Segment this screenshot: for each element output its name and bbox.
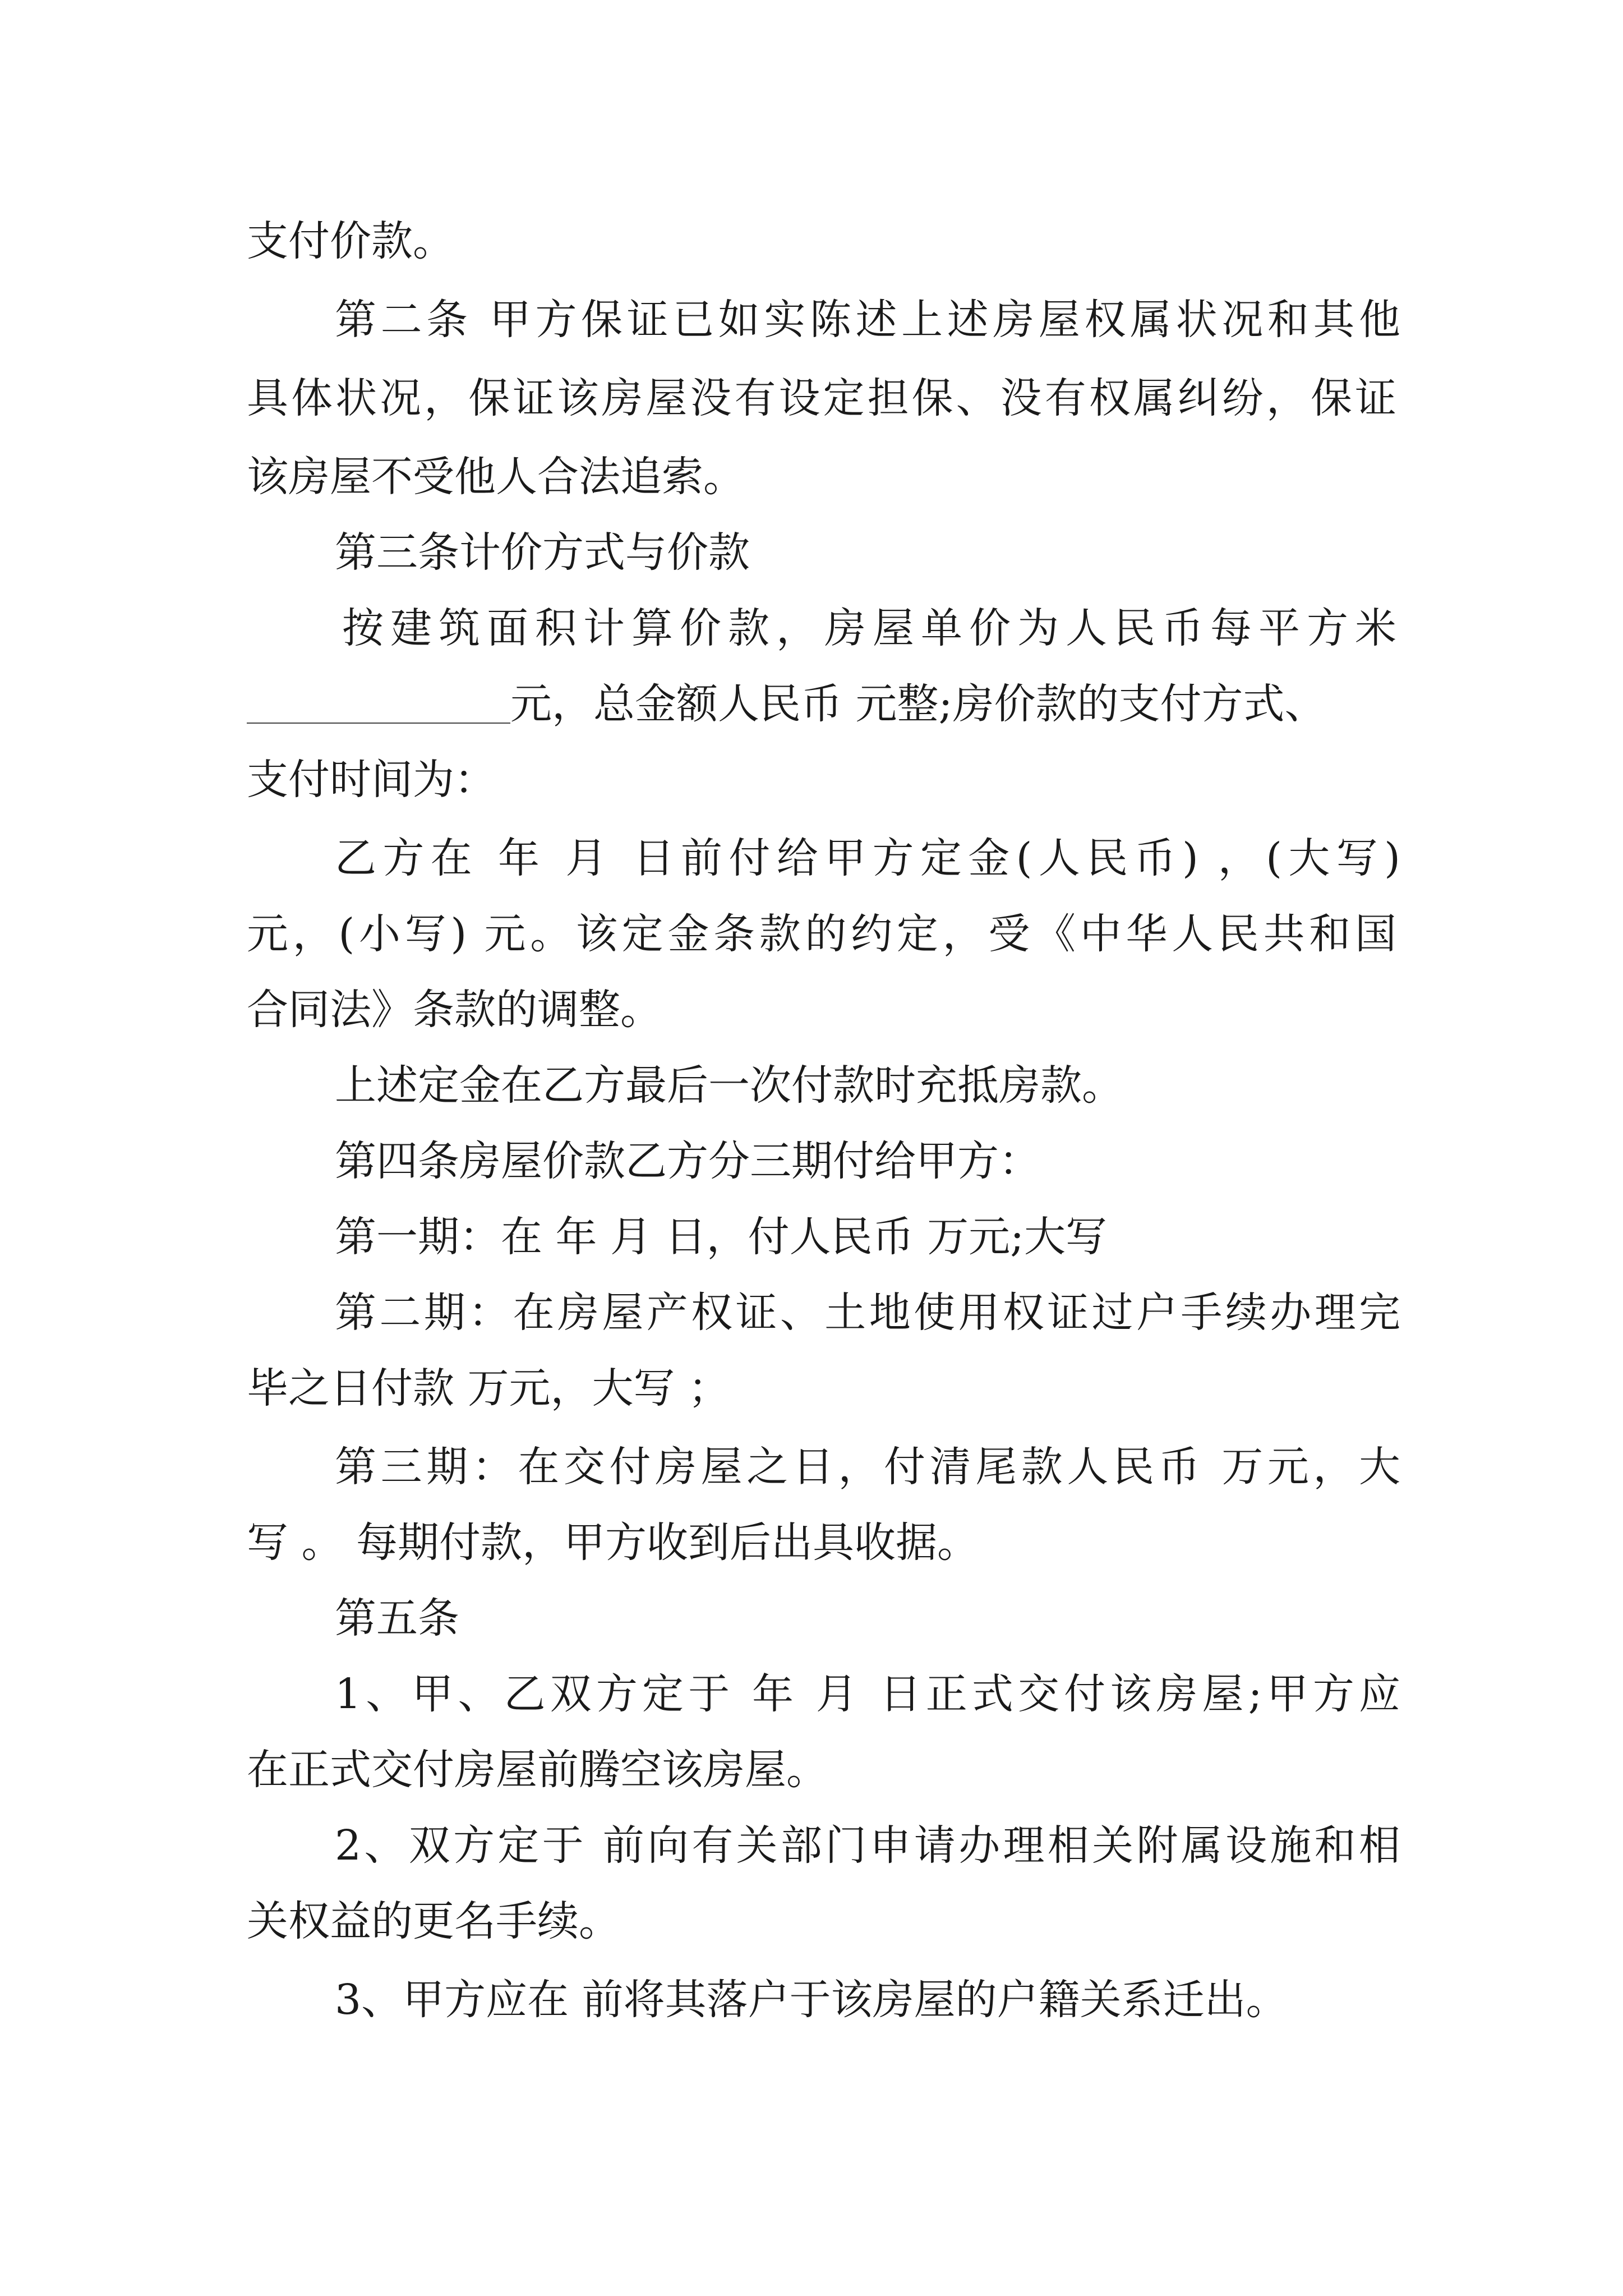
text-line: 第二条 甲方保证已如实陈述上述房屋权属状况和其他 — [335, 296, 1400, 344]
section-heading: 第四条房屋价款乙方分三期付给甲方： — [335, 1137, 1040, 1185]
text-line: 上述定金在乙方最后一次付款时充抵房款。 — [335, 1061, 1123, 1110]
text-line: 毕之日付款 万元，大写 ； — [247, 1364, 730, 1412]
text-line: 第三期：在交付房屋之日，付清尾款人民币 万元，大 — [335, 1443, 1400, 1491]
text-line: 3、甲方应在 前将其落户于该房屋的户籍关系迁出。 — [335, 1976, 1288, 2024]
text-line: 在正式交付房屋前腾空该房屋。 — [247, 1746, 828, 1794]
text-line: 2、双方定于 前向有关部门申请办理相关附属设施和相 — [335, 1821, 1400, 1870]
section-heading: 第三条计价方式与价款 — [335, 528, 750, 577]
text-line: 1、甲、乙双方定于 年 月 日正式交付该房屋;甲方应 — [335, 1670, 1400, 1718]
text-line: 具体状况，保证该房屋没有设定担保、没有权属纠纷，保证 — [247, 374, 1396, 422]
text-line: 第二期：在房屋产权证、土地使用权证过户手续办理完 — [335, 1289, 1400, 1337]
text-segment: 元，总金额人民币 元整;房价款的支付方式、 — [510, 680, 1326, 728]
text-line-with-blank — [247, 665, 1396, 743]
text-line: 关权益的更名手续。 — [247, 1897, 620, 1945]
text-line: 支付时间为： — [247, 756, 496, 804]
text-line: 该房屋不受他人合法追索。 — [247, 453, 745, 501]
text-line: 支付价款。 — [247, 217, 454, 265]
text-line: 乙方在 年 月 日前付给甲方定金(人民币) ，(大写) — [335, 834, 1400, 882]
text-line: 按建筑面积计算价款，房屋单价为人民币每平方米 — [342, 604, 1396, 652]
fill-in-blank — [247, 678, 510, 724]
text-line: 合同法》条款的调整。 — [247, 986, 662, 1034]
section-heading: 第五条 — [335, 1594, 459, 1642]
text-line: 写 。 每期付款，甲方收到后出具收据。 — [247, 1519, 979, 1567]
text-line: 元，(小写) 元。该定金条款的约定，受《中华人民共和国 — [247, 910, 1396, 958]
text-line: 第一期：在 年 月 日，付人民币 万元;大写 — [335, 1213, 1108, 1261]
